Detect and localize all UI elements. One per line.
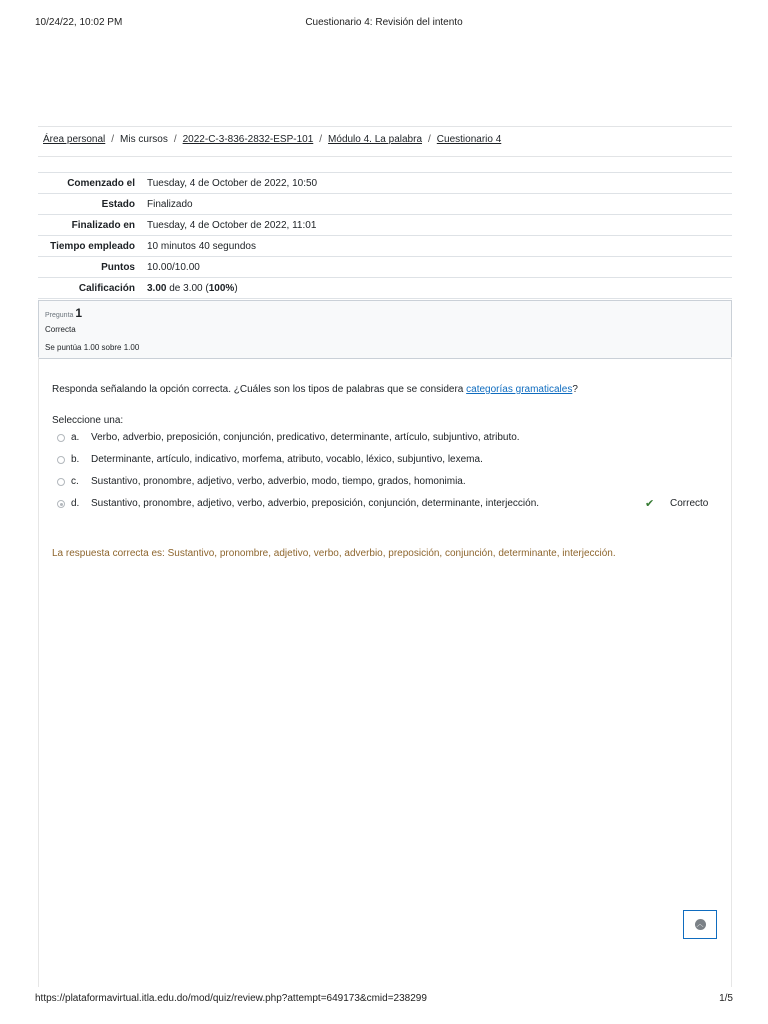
radio-button[interactable] (57, 478, 65, 486)
radio-button[interactable] (57, 456, 65, 464)
breadcrumb-separator: / (173, 134, 177, 145)
summary-value: Tuesday, 4 de October de 2022, 11:01 (141, 215, 732, 236)
option-text: Verbo, adverbio, preposición, conjunción, predicativo, determinante, artículo, subjuntivo, atributo. (91, 432, 520, 443)
chevron-up-icon: ︿ (696, 921, 704, 928)
print-header (35, 17, 733, 31)
breadcrumb-separator: / (319, 134, 323, 145)
question-text-body: Responda señalando la opción correcta. ¿Cuáles son los tipos de palabras que se considera (52, 384, 467, 395)
navigation-bar (38, 126, 732, 157)
content-border-left (38, 357, 39, 987)
print-url: https://plataformavirtual.itla.edu.do/mod/quiz/review.php?attempt=649173&cmid=238299 (35, 993, 427, 1004)
attempt-summary-table (38, 172, 732, 299)
print-page-number: 1/5 (719, 993, 733, 1004)
summary-value: Finalizado (141, 194, 732, 215)
right-answer-feedback: La respuesta correcta es: Sustantivo, pronombre, adjetivo, verbo, adverbio, preposición, conjunción, determinante, interjección. (52, 548, 616, 559)
summary-value: Tuesday, 4 de October de 2022, 10:50 (141, 173, 732, 194)
summary-row-completed (38, 215, 732, 236)
option-letter: b. (71, 454, 80, 465)
answer-option-a[interactable] (57, 432, 717, 446)
summary-value: 10.00/10.00 (141, 257, 732, 278)
breadcrumb (43, 134, 501, 145)
content-border-right (731, 357, 732, 987)
summary-label: Comenzado el (38, 173, 141, 194)
grade-out-of: de 3.00 ( (166, 283, 209, 294)
question-state: Correcta (45, 325, 76, 334)
summary-value: 10 minutos 40 segundos (141, 236, 732, 257)
option-letter: c. (71, 476, 79, 487)
check-icon: ✔ (645, 498, 655, 510)
summary-label: Calificación (38, 278, 141, 299)
question-grade: Se puntúa 1.00 sobre 1.00 (45, 343, 140, 352)
select-one-prompt: Seleccione una: (52, 415, 124, 426)
summary-row-started (38, 173, 732, 194)
option-text: Sustantivo, pronombre, adjetivo, verbo, adverbio, modo, tiempo, grados, homonimia. (91, 476, 466, 487)
summary-value (141, 278, 732, 299)
summary-label: Estado (38, 194, 141, 215)
breadcrumb-mis-cursos: Mis cursos (120, 134, 168, 145)
option-text: Sustantivo, pronombre, adjetivo, verbo, adverbio, preposición, conjunción, determinante, interjección. (91, 498, 540, 509)
print-date: 10/24/22, 10:02 PM (35, 17, 123, 28)
summary-row-grade (38, 278, 732, 299)
question-number-label: Pregunta (45, 312, 74, 319)
summary-label: Tiempo empleado (38, 236, 141, 257)
question-info-box (38, 300, 732, 359)
summary-label: Puntos (38, 257, 141, 278)
question-text-end: ? (572, 384, 578, 395)
question-number-value: 1 (75, 306, 83, 320)
breadcrumb-separator: / (111, 134, 115, 145)
option-text: Determinante, artículo, indicativo, morfema, atributo, vocablo, léxico, subjuntivo, lexema. (91, 454, 483, 465)
option-letter: a. (71, 432, 80, 443)
breadcrumb-area-personal[interactable]: Área personal (43, 134, 106, 145)
print-footer (35, 993, 733, 1007)
grade-close: ) (234, 283, 238, 294)
breadcrumb-module[interactable]: Módulo 4. La palabra (328, 134, 423, 145)
option-letter: d. (71, 498, 80, 509)
summary-row-state (38, 194, 732, 215)
radio-button[interactable] (57, 434, 65, 442)
glossary-link[interactable]: categorías gramaticales (466, 384, 573, 395)
question-number (45, 306, 82, 320)
grade-percent: 100% (208, 283, 235, 294)
question-text (52, 384, 578, 395)
back-to-top-button[interactable] (683, 910, 717, 939)
answer-option-d[interactable] (57, 498, 717, 512)
breadcrumb-separator: / (428, 134, 431, 145)
summary-row-marks (38, 257, 732, 278)
answer-option-c[interactable] (57, 476, 717, 490)
answer-option-b[interactable] (57, 454, 717, 468)
breadcrumb-course[interactable]: 2022-C-3-836-2832-ESP-101 (182, 134, 314, 145)
grade-score: 3.00 (147, 283, 167, 294)
summary-label: Finalizado en (38, 215, 141, 236)
breadcrumb-quiz[interactable]: Cuestionario 4 (436, 134, 502, 145)
summary-row-time-taken (38, 236, 732, 257)
option-feedback: Correcto (670, 498, 709, 509)
print-title: Cuestionario 4: Revisión del intento (305, 17, 463, 28)
radio-button-selected[interactable] (57, 500, 65, 508)
